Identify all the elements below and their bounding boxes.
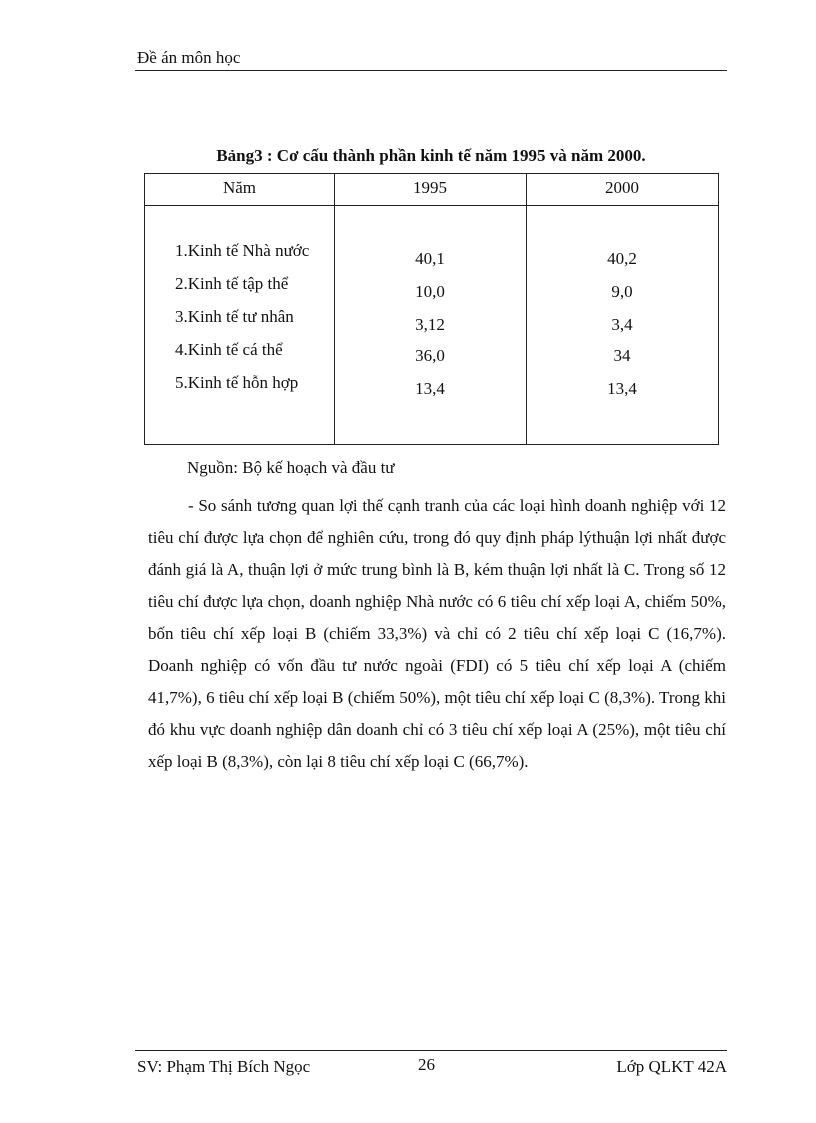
body-paragraph bbox=[148, 490, 726, 778]
value-1995: 13,4 bbox=[415, 379, 445, 398]
table-source-note: Nguồn: Bộ kế hoạch và đầu tư bbox=[187, 458, 395, 477]
footer-rule bbox=[135, 1050, 727, 1051]
body-paragraph-text: - So sánh tương quan lợi thế cạnh tranh của các loại hình doanh nghiệp với 12 tiêu chí được lựa chọn để nghiên cứu, trong đó quy định pháp lýthuận lợi nhất được đánh giá là A, thuận lợi ở mức trung bình là B, kém thuận lợi nhất là C. Trong số 12 tiêu chí được lựa chọn, doanh nghiệp Nhà nước có 6 tiêu chí xếp loại A, chiếm 50%, bốn tiêu chí xếp loại B (chiếm 33,3%) và chỉ có 2 tiêu chí xếp loại C (16,7%). Doanh nghiệp có vốn đầu tư nước ngoài (FDI) có 5 tiêu chí xếp loại A (chiếm 41,7%), 6 tiêu chí xếp loại B (chiếm 50%), một tiêu chí xếp loại C (8,3%). Trong khi đó khu vực doanh nghiệp dân doanh chỉ có 3 tiêu chí xếp loại A (25%), một tiêu chí xếp loại B (8,3%), còn lại 8 tiêu chí xếp loại C (66,7%). bbox=[148, 496, 726, 771]
header-title: Đề án môn học bbox=[137, 48, 241, 67]
value-1995: 3,12 bbox=[415, 315, 445, 334]
column-header-2000: 2000 bbox=[605, 178, 639, 197]
table-column-divider bbox=[334, 174, 335, 444]
footer-student-name: SV: Phạm Thị Bích Ngọc bbox=[137, 1057, 311, 1076]
row-label: 4.Kinh tế cá thể bbox=[175, 340, 283, 359]
row-label: 2.Kinh tế tập thể bbox=[175, 274, 289, 293]
value-1995: 36,0 bbox=[415, 346, 445, 365]
data-table bbox=[144, 173, 719, 445]
value-1995: 40,1 bbox=[415, 249, 445, 268]
table-column-divider bbox=[526, 174, 527, 444]
row-label: 3.Kinh tế tư nhân bbox=[175, 307, 294, 326]
column-header-year: Năm bbox=[222, 178, 257, 197]
page-number: 26 bbox=[418, 1055, 435, 1074]
footer-class: Lớp QLKT 42A bbox=[616, 1057, 727, 1076]
header-rule bbox=[135, 70, 727, 71]
value-2000: 3,4 bbox=[611, 315, 633, 334]
table-caption: Bảng3 : Cơ cấu thành phần kinh tế năm 1995 và năm 2000. bbox=[216, 146, 646, 165]
value-2000: 9,0 bbox=[611, 282, 633, 301]
row-label: 5.Kinh tế hỗn hợp bbox=[175, 373, 299, 392]
table-header-divider bbox=[145, 205, 718, 206]
value-2000: 13,4 bbox=[607, 379, 637, 398]
value-2000: 34 bbox=[613, 346, 631, 365]
column-header-1995: 1995 bbox=[413, 178, 447, 197]
value-1995: 10,0 bbox=[415, 282, 445, 301]
row-label: 1.Kinh tế Nhà nước bbox=[175, 241, 310, 260]
value-2000: 40,2 bbox=[607, 249, 637, 268]
